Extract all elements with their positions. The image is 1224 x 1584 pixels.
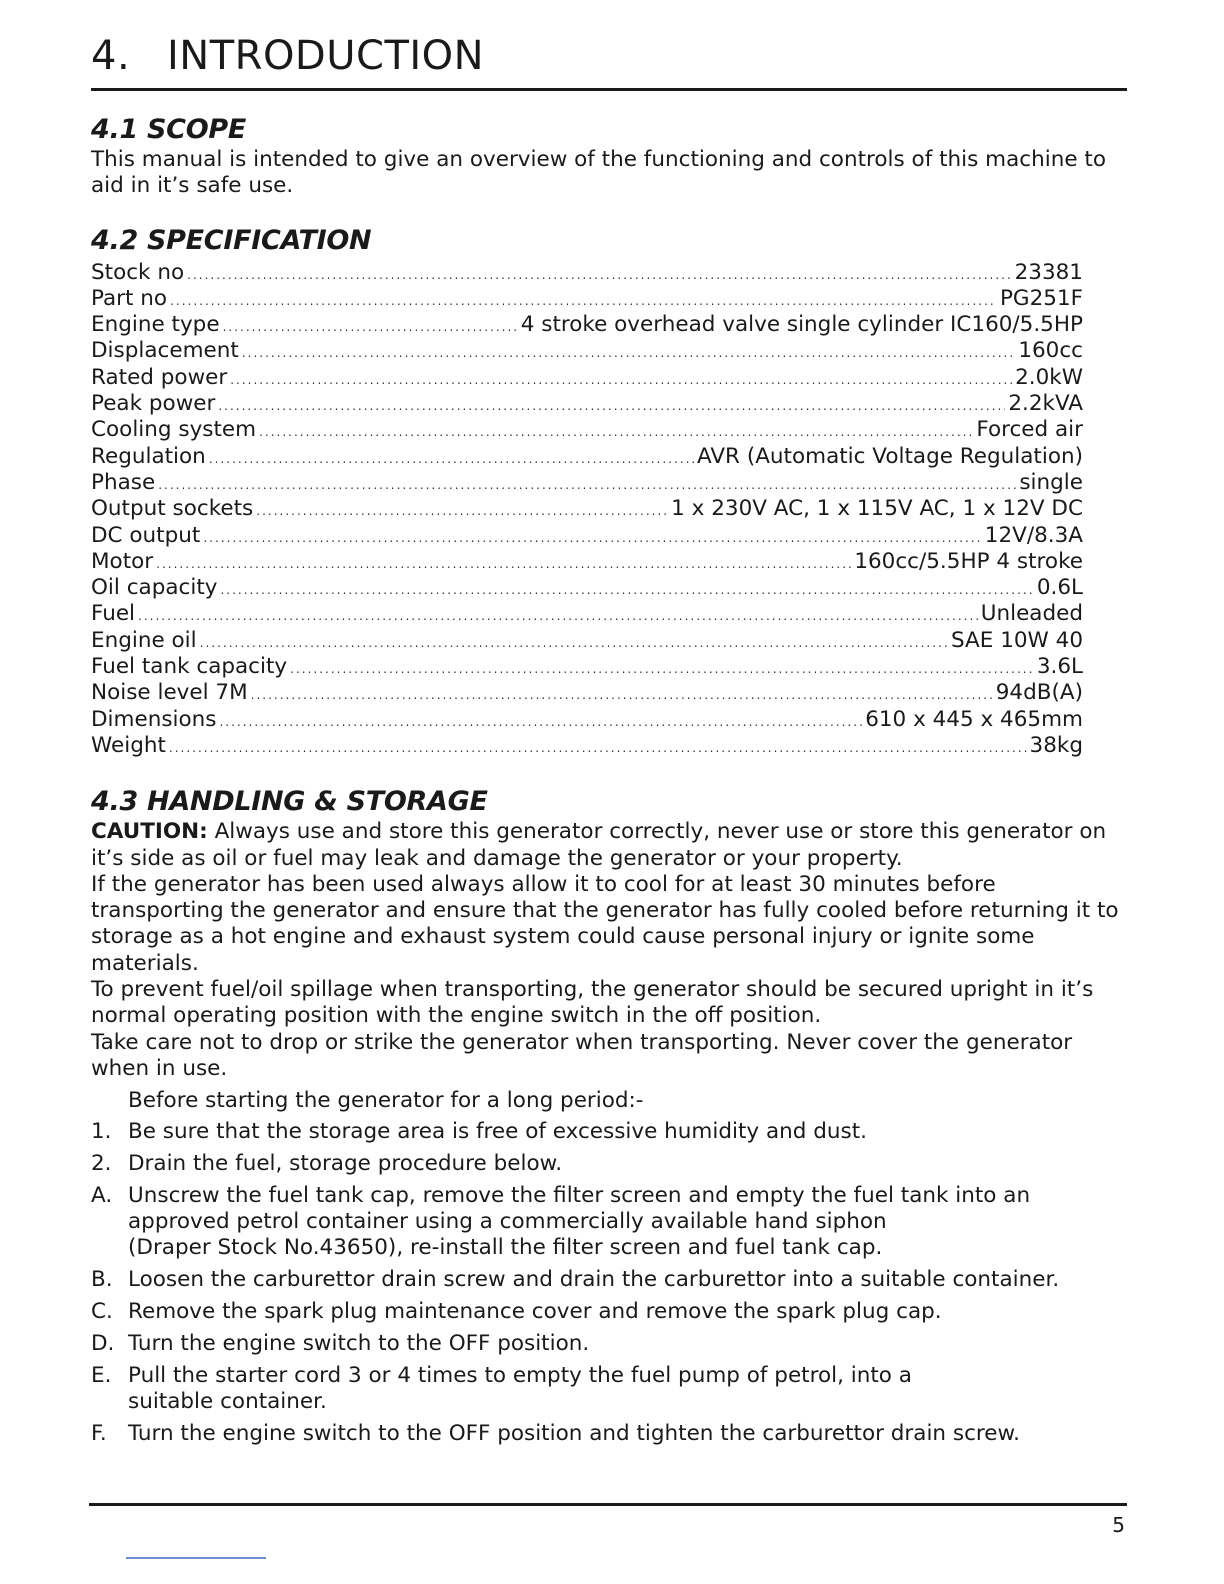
spec-label: Fuel tank capacity (91, 654, 288, 680)
list-text: Turn the engine switch to the OFF position. (128, 1330, 590, 1356)
spec-value: 38kg (1029, 732, 1083, 758)
list-item (91, 1331, 1127, 1357)
scope-title: 4.1 SCOPE (91, 114, 246, 145)
dot-leader (138, 603, 978, 627)
spec-row (91, 733, 1083, 759)
spec-row (91, 365, 1083, 391)
dot-leader (158, 472, 1016, 496)
spec-value: 23381 (1014, 259, 1083, 285)
spec-label: Phase (91, 469, 156, 495)
list-marker: F. (91, 1420, 107, 1446)
scope-text: This manual is intended to give an overview of the functioning and controls of this machine to aid in it’s safe use. (91, 147, 1106, 199)
handling-paragraph: If the generator has been used always allow it to cool for at least 30 minutes before transporting the generator and ensure that the generator has fully cooled before returning it to storage as a hot engine and exhaust system could cause personal injury or ignite some materials. (91, 871, 1119, 976)
scope-section (91, 113, 1127, 200)
list-text: Pull the starter cord 3 or 4 times to empty the fuel pump of petrol, into a suitable container. (128, 1362, 912, 1414)
dot-leader (242, 340, 1016, 364)
spec-label: Cooling system (91, 417, 257, 443)
list-text: Drain the fuel, storage procedure below. (128, 1151, 563, 1176)
spec-value: Unleaded (980, 601, 1083, 627)
spec-value: 610 x 445 x 465mm (865, 706, 1083, 732)
list-item (91, 1119, 1127, 1145)
footer-rule (89, 1503, 1127, 1506)
handling-title: 4.3 HANDLING & STORAGE (91, 786, 488, 818)
dot-leader (169, 735, 1027, 759)
spec-label: DC output (91, 522, 201, 548)
spec-row (91, 575, 1083, 601)
list-text: Remove the spark plug maintenance cover and remove the spark plug cap. (128, 1298, 942, 1324)
spec-row (91, 444, 1083, 470)
spec-label: Rated power (91, 364, 228, 390)
caution-paragraph (91, 819, 1127, 872)
list-intro: Before starting the generator for a long period:- (128, 1088, 644, 1114)
scan-mark (126, 1557, 266, 1559)
dot-leader (230, 367, 1012, 391)
spec-row (91, 680, 1083, 706)
spec-value: 160cc/5.5HP 4 stroke (854, 548, 1083, 574)
dot-leader (203, 525, 981, 549)
caution-text: Always use and store this generator correctly, never use or store this generator on it’s side as oil or fuel may leak and damage the generator or your property. (91, 819, 1107, 871)
handling-paragraph: To prevent fuel/oil spillage when transporting, the generator should be secured upright in it’s normal operating position with the engine switch in the off position. (91, 977, 1094, 1029)
list-item (91, 1363, 1127, 1416)
spec-row (91, 628, 1083, 654)
spec-row (91, 417, 1083, 443)
dot-leader (223, 314, 518, 338)
list-item (91, 1299, 1127, 1325)
specification-table (91, 260, 1083, 760)
storage-procedure-list (91, 1088, 1127, 1447)
spec-value: 1 x 230V AC, 1 x 115V AC, 1 x 12V DC (671, 496, 1083, 522)
caution-label: CAUTION: (91, 819, 208, 845)
specification-title: 4.2 SPECIFICATION (91, 224, 372, 256)
list-item (91, 1183, 1127, 1262)
dot-leader (187, 262, 1011, 286)
spec-row (91, 338, 1083, 364)
dot-leader (290, 656, 1034, 680)
list-item (91, 1267, 1127, 1293)
list-marker: 1. (91, 1119, 112, 1145)
spec-row (91, 523, 1083, 549)
dot-leader (219, 709, 862, 733)
spec-value: 2.2kVA (1008, 391, 1083, 417)
list-text: Turn the engine switch to the OFF position and tighten the carburettor drain screw. (128, 1420, 1020, 1446)
handling-section (91, 785, 1127, 1447)
spec-row (91, 601, 1083, 627)
page-number: 5 (1112, 1513, 1125, 1537)
spec-row (91, 654, 1083, 680)
dot-leader (251, 682, 993, 706)
spec-row (91, 707, 1083, 733)
specification-section (91, 224, 1127, 760)
spec-row (91, 470, 1083, 496)
spec-label: Weight (91, 732, 166, 758)
dot-leader (220, 577, 1033, 601)
spec-label: Engine oil (91, 627, 197, 653)
dot-leader (156, 551, 851, 575)
list-text: Be sure that the storage area is free of excessive humidity and dust. (128, 1119, 867, 1145)
spec-value: 0.6L (1036, 575, 1083, 601)
dot-leader (256, 498, 668, 522)
spec-label: Engine type (91, 312, 220, 338)
spec-row (91, 286, 1083, 312)
spec-row (91, 549, 1083, 575)
spec-label: Regulation (91, 443, 206, 469)
chapter-title-text: INTRODUCTION (167, 33, 485, 79)
dot-leader (259, 419, 973, 443)
spec-row (91, 312, 1083, 338)
spec-value: PG251F (999, 285, 1083, 311)
spec-value: 3.6L (1036, 654, 1083, 680)
spec-row (91, 496, 1083, 522)
spec-label: Oil capacity (91, 575, 218, 601)
dot-leader (218, 393, 1005, 417)
spec-label: Peak power (91, 391, 216, 417)
chapter-number: 4. (91, 33, 131, 79)
list-text: Loosen the carburettor drain screw and drain the carburettor into a suitable container. (128, 1267, 1060, 1293)
list-marker: B. (91, 1267, 113, 1293)
spec-row (91, 391, 1083, 417)
spec-value: SAE 10W 40 (951, 627, 1083, 653)
spec-value: 2.0kW (1015, 364, 1083, 390)
spec-label: Output sockets (91, 496, 254, 522)
dot-leader (200, 630, 948, 654)
spec-label: Part no (91, 285, 168, 311)
list-marker: C. (91, 1298, 113, 1324)
list-marker: 2. (91, 1151, 112, 1176)
list-text: Unscrew the fuel tank cap, remove the filter screen and empty the fuel tank into an approved petrol container using a commercially available hand siphon (Draper Stock No.43650), re-install the filter screen and fuel tank cap. (128, 1182, 1031, 1261)
list-marker: E. (91, 1362, 112, 1388)
spec-value: 94dB(A) (995, 680, 1083, 706)
spec-row (91, 260, 1083, 286)
list-marker: A. (91, 1182, 113, 1208)
dot-leader (170, 288, 997, 312)
spec-value: AVR (Automatic Voltage Regulation) (697, 443, 1083, 469)
spec-label: Displacement (91, 338, 239, 364)
list-marker: D. (91, 1330, 115, 1356)
list-item (91, 1421, 1127, 1447)
spec-value: Forced air (976, 417, 1083, 443)
manual-page (91, 30, 1127, 1452)
list-item (91, 1151, 1127, 1177)
handling-paragraph: Take care not to drop or strike the generator when transporting. Never cover the generator when in use. (91, 1029, 1073, 1081)
spec-label: Motor (91, 548, 154, 574)
spec-value: 4 stroke overhead valve single cylinder IC160/5.5HP (520, 312, 1083, 338)
chapter-title (91, 30, 1127, 91)
spec-value: 160cc (1018, 338, 1083, 364)
spec-label: Fuel (91, 601, 136, 627)
dot-leader (209, 446, 694, 470)
spec-value: single (1019, 469, 1083, 495)
spec-label: Dimensions (91, 706, 217, 732)
spec-value: 12V/8.3A (984, 522, 1083, 548)
spec-label: Stock no (91, 259, 185, 285)
spec-label: Noise level 7M (91, 680, 248, 706)
